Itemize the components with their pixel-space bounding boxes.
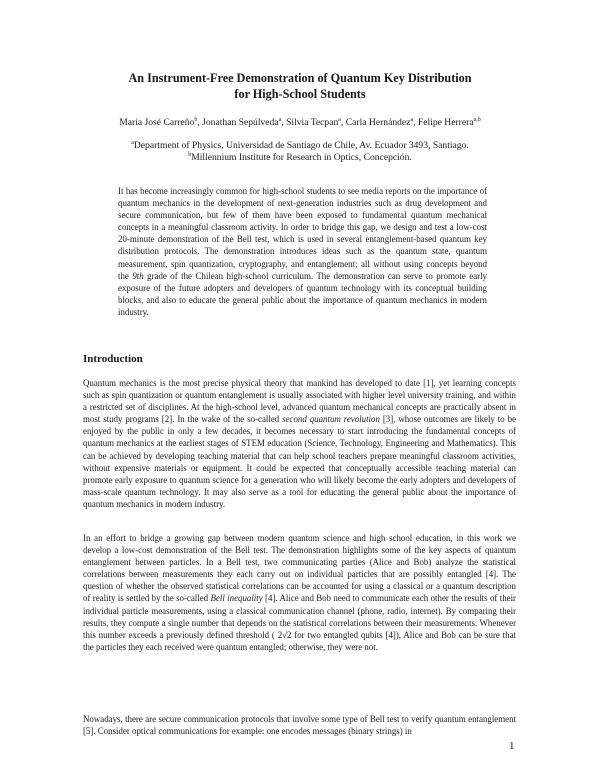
page-number: 1 bbox=[509, 740, 515, 752]
author-name: Felipe Herrera bbox=[417, 117, 474, 128]
author-affil-mark: a bbox=[410, 116, 414, 123]
abstract: It has become increasingly common for high-school students to see media reports on the importance of quantum mechanics in the development of next-generation industries such as drug development and secure communication, but few of them have been exposed to fundamental quantum mechanical concepts in a meaningful classroom activity. In order to bridge this gap, we design and test a low-cost 20-minute demonstration of the Bell test, which is used in several entanglement-based quantum key distribution protocols. The demonstration introduces ideas such as the quantum state, quantum measurement, spin quantization, cryptography, and entanglement; all without using concepts beyond the 9th grade of the Chilean high-school curriculum. The demonstration can serve to promote early exposure of the future adopters and developers of quantum technology with its conceptual building blocks, and also to educate the general public about the importance of quantum mechanics in modern industry. bbox=[118, 186, 487, 317]
intro-paragraph-3: Nowadays, there are secure communication protocols that involve some type of Bell test to verify quantum entanglement [5]. Consider optical communications for example: one encodes messages (binary strings) in bbox=[83, 714, 516, 737]
author-name: María José Carreño bbox=[119, 117, 195, 128]
affiliation-b: $^b$Millennium Institute for Research in Optics, Concepción. bbox=[188, 151, 412, 163]
paper-title bbox=[70, 70, 530, 102]
author-affil-mark: a bbox=[278, 116, 282, 123]
section-heading-introduction: Introduction bbox=[83, 353, 143, 365]
author-name: Silvia Tecpan bbox=[286, 117, 339, 128]
title-line-2: for High-School Students bbox=[234, 87, 366, 101]
intro-paragraph-2: In an effort to bridge a growing gap between modern quantum science and high school education, in this work we develop a low-cost demonstration of the Bell test. The demonstration highlights some of the key aspects of quantum entanglement between particles. In a Bell test, two communicating parties (Alice and Bob) analyze the statistical correlations between measurements they each carry out on individual particles that are possibly entangled [4]. The question of whether the observed statistical correlations can be accounted for using a classical or a quantum description of reality is settled by the so-called Bell inequality [4]. Alice and Bob need to communicate each other the results of their individual particle measurements, using a classical communication channel (phone, radio, internet). By comparing their results, they compute a single number that depends on the statistical correlations between their measurements. Whenever this number exceeds a previously defined threshold ( 2√2 for two entangled qubits [4]), Alice and Bob can be sure that the particles they each received were quantum entangled; otherwise, they were not. bbox=[83, 533, 516, 652]
title-line-1: An Instrument-Free Demonstration of Quantum Key Distribution bbox=[128, 71, 472, 85]
author-name: Jonathan Sepúlveda bbox=[202, 117, 279, 128]
affiliation-a: $^a$Department of Physics, Universidad de Santiago de Chile, Av. Ecuador 3493, Santiago. bbox=[131, 139, 469, 151]
author-list: María José Carreño$^b$, Jonathan Sepúlveda$^a$, Silvia Tecpan$^a$, Carla Hernández$^a$, Felipe Herrera$^{a,b}$ bbox=[119, 116, 481, 128]
affiliations bbox=[40, 140, 560, 164]
author-affil-mark: a bbox=[338, 116, 341, 123]
author-name: Carla Hernández bbox=[345, 117, 411, 128]
author-affil-mark: b bbox=[194, 116, 198, 123]
author-affil-mark: a,b bbox=[473, 116, 481, 123]
intro-paragraph-1: Quantum mechanics is the most precise physical theory that mankind has developed to date [1], yet learning concepts such as spin quantization or quantum entanglement is usually associated with higher level university training, and within a restricted set of disciplines. At the high-school level, advanced quantum mechanical concepts are practically absent in most study programs [2]. In the wake of the so-called second quantum revolution [3], whose outcomes are likely to be enjoyed by the public in only a few decades, it becomes necessary to start introducing the fundamental concepts of quantum mechanics at the earliest stages of STEM education (Science, Technology, Engineering and Mathematics). This can be achieved by developing teaching material that can help school teachers prepare meaningful classroom activities, without expensive materials or equipment. It could be expected that conceptually accessible teaching material can promote early exposure to quantum science for a generation who will likely become the early adopters and developers of mass-scale quantum technology. It may also serve as a tool for educating the general public about the importance of quantum mechanics in modern industry. bbox=[83, 378, 517, 509]
